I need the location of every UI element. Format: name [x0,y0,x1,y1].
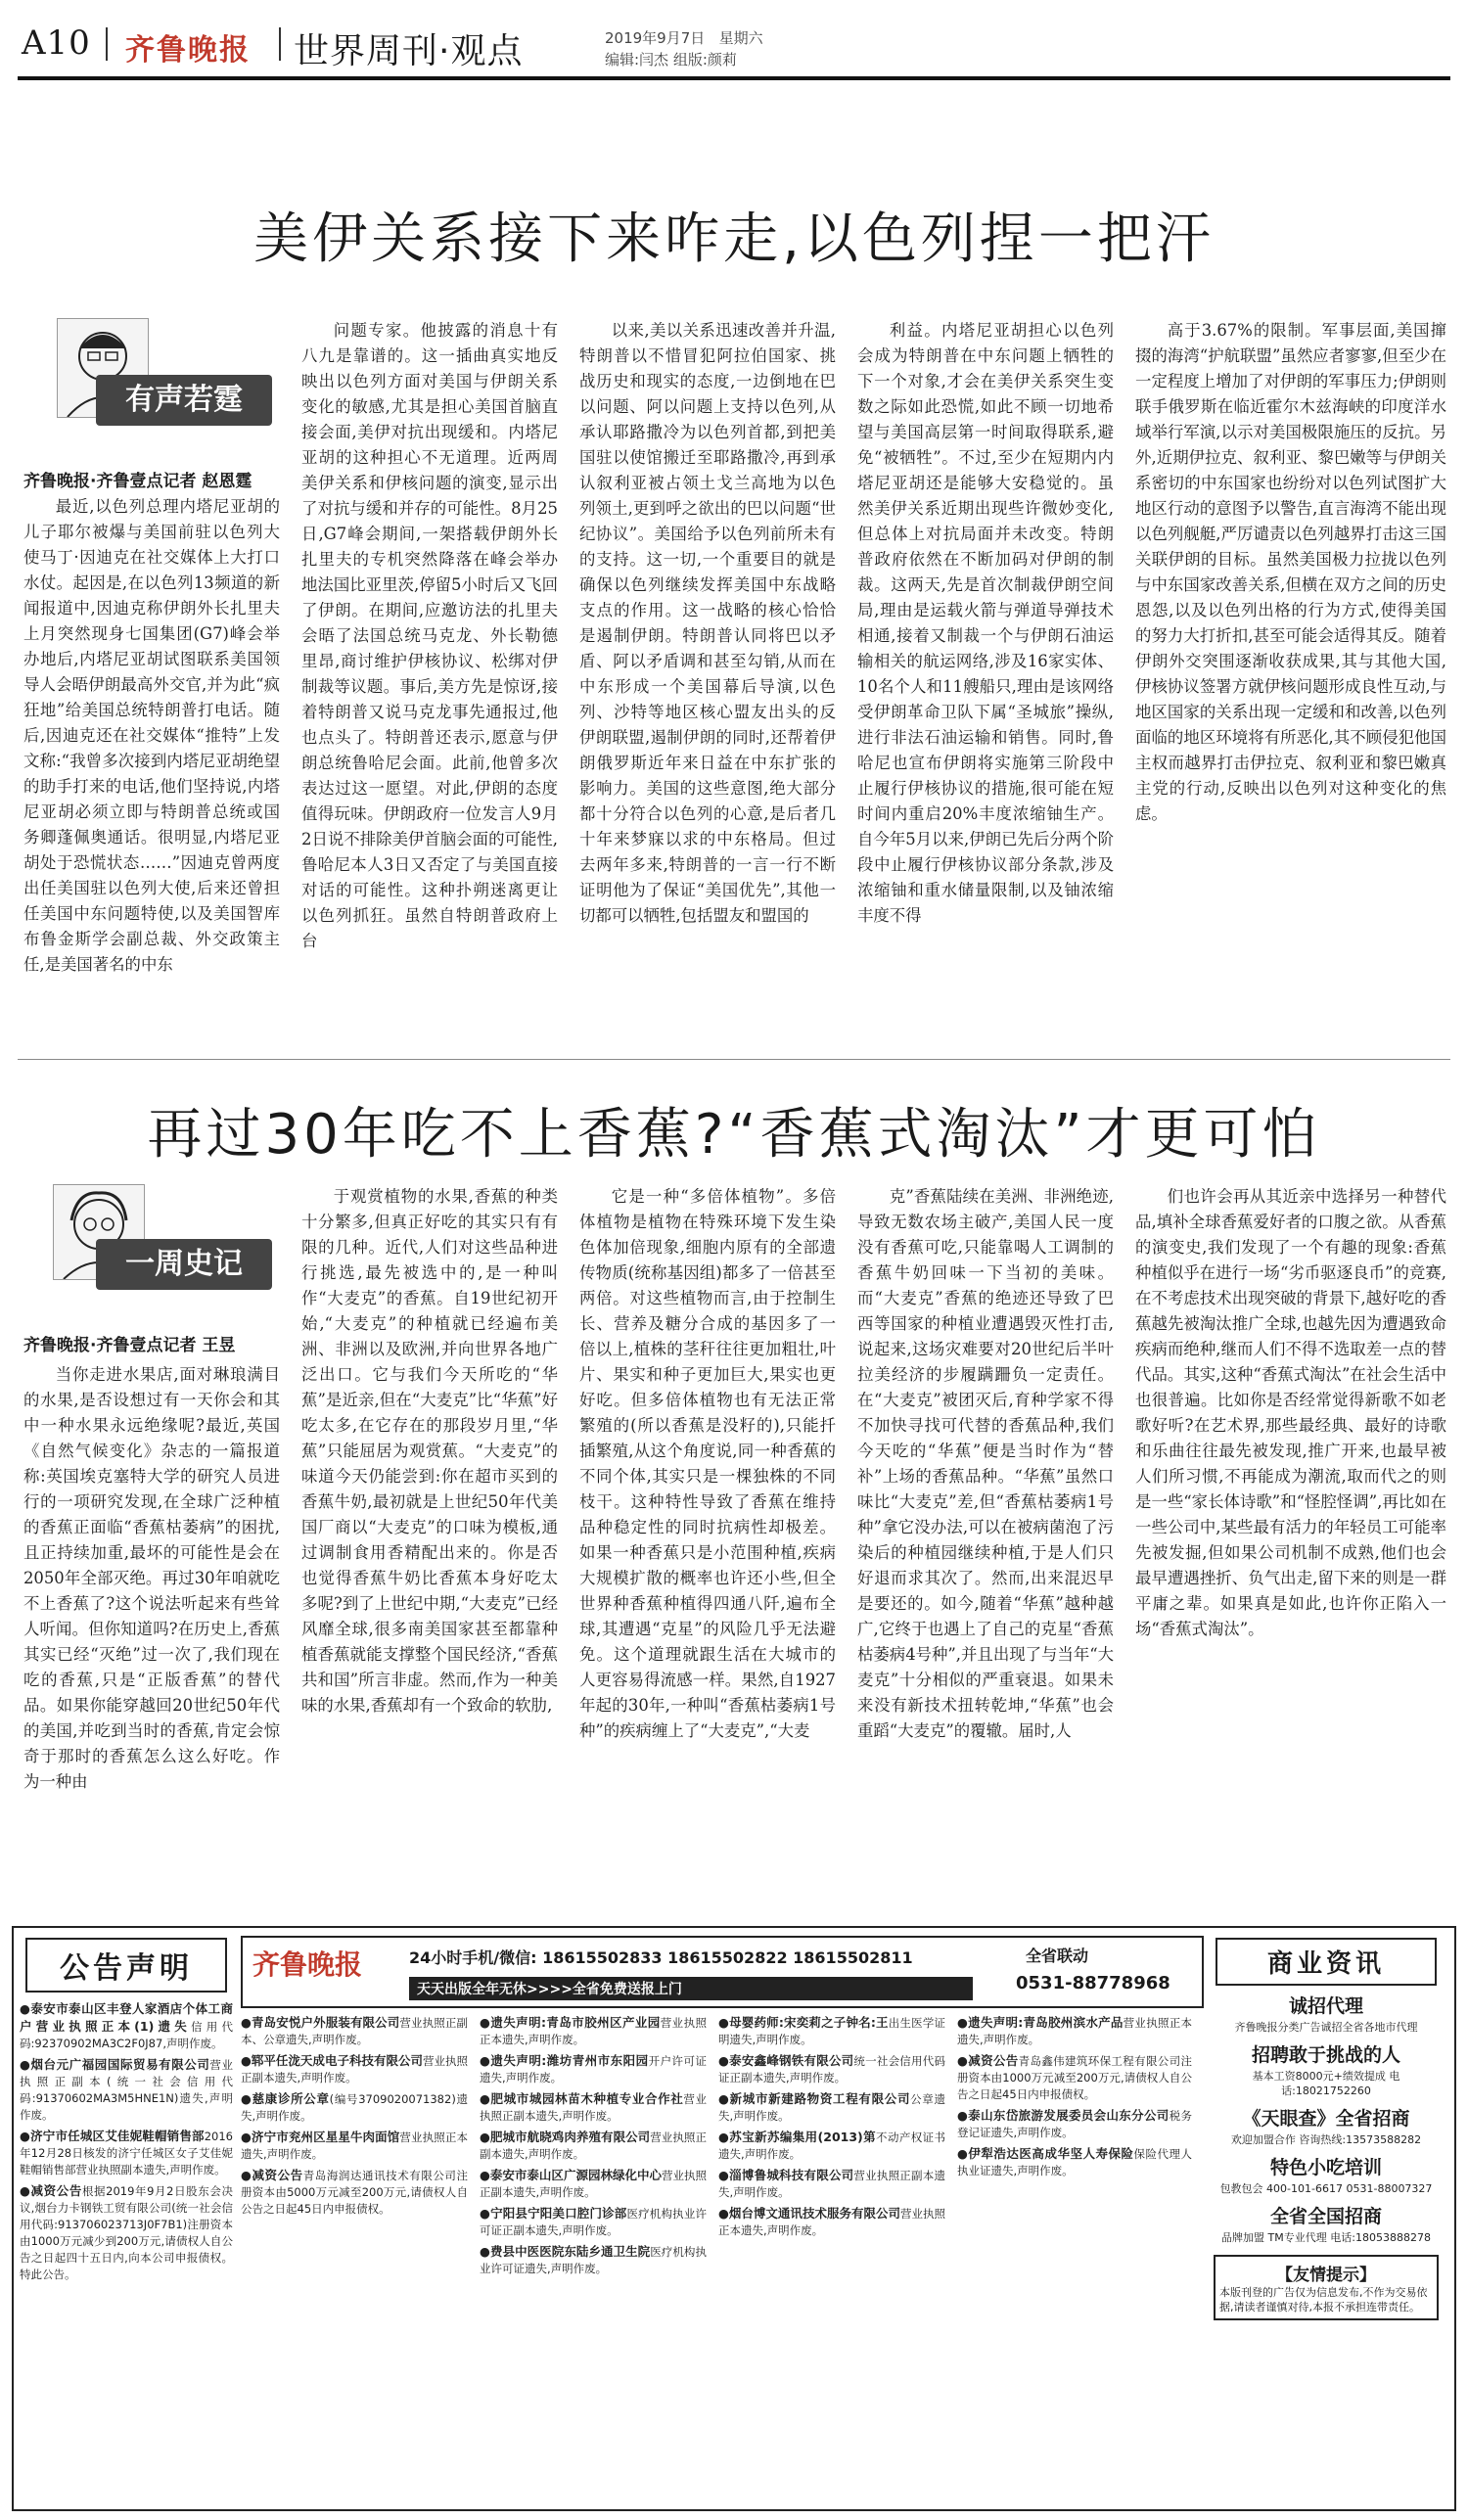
ad-item: ●遗失声明:青岛市胶州区产业园营业执照正本遗失,声明作废。 [480,2015,707,2046]
ad-item: ●泰山东岱旅游发展委员会山东分公司税务登记证遗失,声明作废。 [957,2108,1192,2139]
ad-item: ●减资公告青岛海润达通讯技术有限公司注册资本由5000万元减至200万元,请债权人自公告之日起45日内申报债权。 [241,2168,468,2216]
article2-column-5 [1135,1184,1446,1850]
issue-weekday: 星期六 [718,29,763,47]
business-block [1208,2153,1445,2196]
business-block-title: 招聘敢于挑战的人 [1251,2044,1400,2066]
article2-column-3 [579,1184,836,1850]
ad-item: ●肥城市城园林苗木种植专业合作社营业执照正副本遗失,声明作废。 [480,2091,707,2123]
business-header: 商业资讯 [1216,1938,1437,1986]
banner-landline: 0531-88778968 [1016,1973,1170,1993]
business-block-title: 全省全国招商 [1269,2206,1382,2227]
article-divider [18,1059,1450,1060]
notice-header: 公告声明 [25,1938,227,1993]
article2-column-1 [23,1362,280,1850]
banner-slogan: 天天出版全年无休>>>>全省免费送报上门 [409,1977,973,2000]
article2-paragraph: 它是一种“多倍体植物”。多倍体植物是植物在特殊环境下发生染色体加倍现象,细胞内原有的全部遗传物质(统称基因组)都多了一倍甚至两倍。对这些植物而言,由于控制生长、营养及糖分合成的基因多了一倍以上,植株的茎秆往往更加粗壮,叶片、果实和种子更加巨大,果实也更好吃。但多倍体植物也有无法正常繁殖的(所以香蕉是没籽的),只能扦插繁殖,从这个角度说,同一种香蕉的不同个体,其实只是一棵独株的不同枝干。这种特性导致了香蕉在维持品种稳定性的同时抗病性却极差。如果一种香蕉只是小范围种植,疾病大规模扩散的概率也许还小些,但全世界种香蕉种植得四通八阡,遍布全球,其遭遇“克星”的风险几乎无法避免。这个道理就跟生活在大城市的人更容易得流感一样。果然,自1927年起的30年,一种叫“香蕉枯萎病1号种”的疾病缠上了“大麦克”,“大麦 [579,1187,836,1740]
notice-column [20,1934,233,2501]
notice-item: ●烟台元广福园国际贸易有限公司营业执照正副本(统一社会信用代码:91370602MA3M5HNE1N)遗失,声明作废。 [20,2057,233,2122]
article2-paragraph: 当你走进水果店,面对琳琅满目的水果,是否设想过有一天你会和其中一种水果永远绝缘呢?最近,英国《自然气候变化》杂志的一篇报道称:英国埃克塞特大学的研究人员进行的一项研究发现,在全球广泛种植的香蕉正面临“香蕉枯萎病”的困扰,且正持续加重,最坏的可能性是会在2050年全部灭绝。再过30年咱就吃不上香蕉了?这个说法听起来有些耸人听闻。但你知道吗?在历史上,香蕉其实已经“灭绝”过一次了,我们现在吃的香蕉,只是“正版香蕉”的替代品。如果你能穿越回20世纪50年代的美国,并吃到当时的香蕉,肯定会惊奇于那时的香蕉怎么这么好吃。作为一种由 [23,1365,280,1791]
ads-column-5 [957,2014,1192,2499]
ad-item: ●苏宝新苏编集用(2013)第不动产权证书遗失,声明作废。 [718,2130,945,2161]
business-block-text: 基本工资8000元+绩效提成 电话:18021752260 [1252,2070,1400,2097]
article2-paragraph: 克”香蕉陆续在美洲、非洲绝迹,导致无数农场主破产,美国人民一度没有香蕉可吃,只能靠喝人工调制的香蕉牛奶回味一下当初的美味。而“大麦克”香蕉的绝迹还导致了巴西等国家的种植业遭遇毁灭性打击,说起来,这场灾难要对20世纪后半叶拉美经济的步履蹒跚负一定责任。在“大麦克”被团灭后,育种学家不得不加快寻找可代替的香蕉品种,我们今天吃的“华蕉”便是当时作为“替补”上场的香蕉品种。“华蕉”虽然口味比“大麦克”差,但“香蕉枯萎病1号种”拿它没办法,可以在被病菌泡了污染后的种植园继续种植,于是人们只好退而求其次了。然而,出来混迟早是要还的。如今,随着“华蕉”越种越广,它终于也遇上了自己的克星“香蕉枯萎病4号种”,并且出现了与当年“大麦克”十分相似的严重衰退。如果未来没有新技术扭转乾坤,“华蕉”也会重蹈“大麦克”的覆辙。届时,人 [857,1187,1114,1740]
ad-item: ●济宁市兖州区星星牛肉面馆营业执照正本遗失,声明作废。 [241,2130,468,2161]
friendly-tip-text: 本版刊登的广告仅为信息发布,不作为交易依据,请读者谨慎对待,本报不承担连带责任。 [1219,2286,1428,2314]
ad-item: ●母婴药师:宋奕莉之子钟名:王出生医学证明遗失,声明作废。 [718,2015,945,2046]
notice-item: ●泰安市泰山区丰登人家酒店个体工商户营业执照正本(1)遗失信用代码:92370902MA3C2F0J87,声明作废。 [20,2001,233,2050]
business-block-text: 包教包会 400-101-6617 0531-88007327 [1219,2182,1433,2195]
business-block [1208,2040,1445,2098]
business-block [1208,2104,1445,2147]
article2-column-2 [301,1184,558,1850]
column-logo: 有声若霆 [96,375,272,426]
business-block-text: 品牌加盟 TM专业代理 电话:18053888278 [1221,2231,1431,2244]
ad-item: ●减资公告青岛鑫伟建筑环保工程有限公司注册资本由1000万元减至200万元,请债权人自公告之日起45日内申报债权。 [957,2053,1192,2101]
ad-item: ●肥城市航晓鸡肉养殖有限公司营业执照正副本遗失,声明作废。 [480,2130,707,2161]
paper-logo: 齐鲁晚报 [125,33,251,68]
article1-column-logo-block [18,318,280,465]
masthead-divider [279,27,281,61]
ad-item: ●郓平任泷天成电子科技有限公司营业执照正副本遗失,声明作废。 [241,2053,468,2085]
notice-item: ●济宁市任城区艾佳妮鞋帽销售部2016年12月28日核发的济宁任城区女子艾佳妮鞋帽销售部营业执照副本遗失,声明作废。 [20,2129,233,2176]
article1-headline: 美伊关系接下来咋走,以色列捏一把汗 [253,207,1215,271]
article1-paragraph: 问题专家。他披露的消息十有八九是靠谱的。这一插曲真实地反映出以色列方面对美国与伊朗关系变化的敏感,尤其是担心美国首脑直接会面,美伊对抗出现缓和。内塔尼亚胡的这种担心不无道理。近两周美伊关系和伊核问题的演变,显示出了对抗与缓和并存的可能性。8月25日,G7峰会期间,一架搭载伊朗外长扎里夫的专机突然降落在峰会举办地法国比亚里茨,停留5小时后又飞回了伊朗。在期间,应邀访法的扎里夫会晤了法国总统马克龙、外长勒德里昂,商讨维护伊核协议、松绑对伊制裁等议题。事后,美方先是惊讶,接着特朗普又说马克龙事先通报过,他也点头了。特朗普还表示,愿意与伊朗总统鲁哈尼会面。此前,他曾多次表达过这一愿望。对此,伊朗的态度值得玩味。伊朗政府一位发言人9月2日说不排除美伊首脑会面的可能性,鲁哈尼本人3日又否定了与美国直接对话的可能性。这种扑朔迷离更让以色列抓狂。虽然自特朗普政府上台 [301,321,558,950]
masthead [0,0,1468,98]
article1-column-3 [579,318,836,1042]
article2-headline: 再过30年吃不上香蕉?“香蕉式淘汰”才更可怕 [147,1103,1321,1167]
ad-item: ●泰安鑫峰钢铁有限公司统一社会信用代码证正副本遗失,声明作废。 [718,2053,945,2085]
section-title: 世界周刊·观点 [294,31,524,71]
notice-list [20,2000,233,2283]
article2-column-logo-block [18,1184,280,1321]
ad-item: ●宁阳县宁阳美口腔门诊部医疗机构执业许可证正副本遗失,声明作废。 [480,2206,707,2237]
business-block [1208,2202,1445,2245]
article1-column-4 [857,318,1114,1042]
ad-item: ●青岛安悦户外服装有限公司营业执照正副本、公章遗失,声明作废。 [241,2015,468,2046]
paper-hotline-banner [241,1936,1204,2008]
business-column [1208,1934,1445,2501]
ad-item: ●泰安市泰山区广源园林绿化中心营业执照正副本遗失,声明作废。 [480,2168,707,2199]
ad-item: ●遗失声明:潍坊青州市东阳园开户许可证遗失,声明作废。 [480,2053,707,2085]
ad-item: ●新城市新建路物资工程有限公司公章遗失,声明作废。 [718,2091,945,2123]
ads-column-2 [241,2014,468,2499]
article2-byline: 齐鲁晚报·齐鲁壹点记者 王昱 [23,1336,236,1355]
ads-column-3 [480,2014,707,2499]
notice-item: ●减资公告根据2019年9月2日股东会决议,烟台力卡钢铁工贸有限公司(统一社会信用代码:913706023713J0F7B1)注册资本由1000万元减少到200万元,请债权人自公告之日起四十五日内,向本公司申报债权。特此公告。 [20,2183,233,2281]
business-block-title: 诚招代理 [1288,1995,1363,2017]
business-block [1208,1992,1445,2035]
ad-item: ●烟台博文通讯技术服务有限公司营业执照正本遗失,声明作废。 [718,2206,945,2237]
banner-hotline-label: 24小时手机/微信: [409,1948,537,1967]
article1-paragraph: 最近,以色列总理内塔尼亚胡的儿子耶尔被爆与美国前驻以色列大使马丁·因迪克在社交媒体上大打口水仗。起因是,在以色列13频道的新闻报道中,因迪克称伊朗外长扎里夫上月突然现身七国集团(G7)峰会举办地后,内塔尼亚胡试图联系美国领导人会晤伊朗最高外交官,并为此“疯狂地”给美国总统特朗普打电话。随后,因迪克还在社交媒体“推特”上发文称:“我曾多次接到内塔尼亚胡绝望的助手打来的电话,他们坚持说,内塔尼亚胡必须立即与特朗普总统或国务卿蓬佩奥通话。很明显,内塔尼亚胡处于恐慌状态……”因迪克曾两度出任美国驻以色列大使,后来还曾担任美国中东问题特使,以及美国智库布鲁金斯学会副总裁、外交政策主任,是美国著名的中东 [23,497,280,974]
article1-byline: 齐鲁晚报·齐鲁壹点记者 赵恩霆 [23,472,252,491]
friendly-tip-title: 【友情提示】 [1276,2266,1376,2285]
ad-item: ●慈康诊所公章(编号3709020071382)遗失,声明作废。 [241,2091,468,2123]
masthead-divider [106,27,108,61]
business-block-text: 欢迎加盟合作 咨询热线:13573588282 [1230,2133,1422,2146]
article1-column-1 [23,494,280,1042]
friendly-tip-box [1214,2255,1439,2320]
article1-paragraph: 高于3.67%的限制。军事层面,美国撺掇的海湾“护航联盟”虽然应者寥寥,但至少在一定程度上增加了对伊朗的军事压力;伊朗则联手俄罗斯在临近霍尔木兹海峡的印度洋水域举行军演,以示对美国极限施压的反抗。另外,近期伊拉克、叙利亚、黎巴嫩等与伊朗关系密切的中东国家也纷纷对以色列试图扩大地区行动的意图予以警告,直言海湾不能出现以色列舰艇,严厉谴责以色列越界打击这三国关联伊朗的目标。虽然美国极力拉拢以色列与中东国家改善关系,但横在双方之间的历史恩怨,以及以色列出格的行为方式,使得美国的努力大打折扣,甚至可能会适得其反。随着伊朗外交突围逐渐收获成果,其与其他大国,伊核协议签署方就伊核问题形成良性互动,与地区国家的关系出现一定缓和和改善,以色列面临的地区环境将有所恶化,其不顾侵犯他国主权而越界打击伊拉克、叙利亚和黎巴嫩真主党的行动,反映出以色列对这种变化的焦虑。 [1135,321,1446,823]
article1-column-5 [1135,318,1446,1042]
banner-paper-logo: 齐鲁晚报 [252,1948,363,1981]
business-block-title: 特色小吃培训 [1269,2157,1382,2178]
ad-item: ●费县中医医院东陆乡通卫生院医疗机构执业许可证遗失,声明作废。 [480,2244,707,2275]
banner-phones: 18615502833 18615502822 18615502811 [542,1948,913,1967]
ad-item: ●伊犁浩达医高成华坚人寿保险保险代理人执业证遗失,声明作废。 [957,2146,1192,2177]
editor-credits: 编辑:闫杰 组版:颜莉 [605,51,737,69]
article1-column-2 [301,318,558,1042]
column-logo: 一周史记 [96,1239,272,1290]
article2-column-4 [857,1184,1114,1850]
issue-date-line [605,27,763,48]
page-number: A10 [22,23,91,63]
ad-item: ●淄博鲁城科技有限公司营业执照正副本遗失,声明作废。 [718,2168,945,2199]
masthead-rule [18,76,1450,80]
article1-paragraph: 以来,美以关系迅速改善并升温,特朗普以不惜冒犯阿拉伯国家、挑战历史和现实的态度,一边倒地在巴以问题、阿以问题上支持以色列,从承认耶路撒冷为以色列首都,到把美国驻以使馆搬迁至耶路撒冷,再到承认叙利亚被占领土戈兰高地为以色列领土,更到呼之欲出的巴以问题“世纪协议”。美国给予以色列前所未有的支持。这一切,一个重要目的就是确保以色列继续发挥美国中东战略支点的作用。这一战略的核心恰恰是遏制伊朗。特朗普认同将巴以矛盾、阿以矛盾调和甚至勾销,从而在中东形成一个美国幕后导演,以色列、沙特等地区核心盟友出头的反伊朗联盟,遏制伊朗的同时,还帮着伊朗俄罗斯近年来日益在中东扩张的影响力。美国的这些意图,绝大部分都十分符合以色列的心意,是后者几十年来梦寐以求的中东格局。但过去两年多来,特朗普的一言一行不断证明他为了保证“美国优先”,其他一切都可以牺牲,包括盟友和盟国的 [579,321,836,925]
article2-paragraph: 于观赏植物的水果,香蕉的种类十分繁多,但真正好吃的其实只有有限的几种。近代,人们对这些品种进行挑选,最先被选中的,是一种叫作“大麦克”的香蕉。自19世纪初开始,“大麦克”的种植就已经遍布美洲、非洲以及欧洲,并向世界各地广泛出口。它与我们今天所吃的“华蕉”是近亲,但在“大麦克”比“华蕉”好吃太多,在它存在的那段岁月里,“华蕉”只能屈居为观赏蕉。“大麦克”的味道今天仍能尝到:你在超市买到的香蕉牛奶,最初就是上世纪50年代美国厂商以“大麦克”的口味为模板,通过调制食用香精配出来的。你是否也觉得香蕉牛奶比香蕉本身好吃太多呢?到了上世纪中期,“大麦克”已经风靡全球,很多南美国家甚至都靠种植香蕉就能支撑整个国民经济,“香蕉共和国”所言非虚。然而,作为一种美味的水果,香蕉却有一个致命的软肋, [301,1187,558,1715]
banner-region: 全省联动 [1026,1947,1089,1965]
business-block-text: 齐鲁晚报分类广告诚招全省各地市代理 [1234,2021,1418,2034]
business-block-title: 《天眼查》全省招商 [1242,2108,1410,2130]
article2-paragraph: 们也许会再从其近亲中选择另一种替代品,填补全球香蕉爱好者的口腹之欲。从香蕉的演变史,我们发现了一个有趣的现象:香蕉种植似乎在进行一场“劣币驱逐良币”的竞赛,在不考虑技术出现突破的背景下,越好吃的香蕉越先被淘汰推广全球,也越先因为遭遇致命疾病而绝种,继而人们不得不选取差一点的替代品。其实,这种“香蕉式淘汰”在社会生活中也很普遍。比如你是否经常觉得新歌不如老歌好听?在艺术界,那些最经典、最好的诗歌和乐曲往往最先被发现,推广开来,也最早被人们所习惯,不再能成为潮流,取而代之的则是一些“家长体诗歌”和“怪腔怪调”,再比如在一些公司中,某些最有活力的年轻员工可能率先被发掘,但如果公司机制不成熟,他们也会最早遭遇挫折、负气出走,留下来的则是一群平庸之辈。如果真是如此,也许你正陷入一场“香蕉式淘汰”。 [1135,1187,1446,1638]
ad-item: ●遗失声明:青岛胶州滨水产品营业执照正本遗失,声明作废。 [957,2015,1192,2046]
banner-hotline [409,1946,913,1968]
issue-date: 2019年9月7日 [605,29,706,47]
ads-column-4 [718,2014,945,2499]
article1-paragraph: 利益。内塔尼亚胡担心以色列会成为特朗普在中东问题上牺牲的下一个对象,才会在美伊关系突生变数之际如此恐慌,如此不顾一切地希望与美国高层第一时间取得联系,避免“被牺牲”。不过,至少在短期内内塔尼亚胡还是能够大安稳觉的。虽然美伊关系近期出现些许微妙变化,但总体上对抗局面并未改变。特朗普政府依然在不断加码对伊朗的制裁。这两天,先是首次制裁伊朗空间局,理由是运载火箭与弹道导弹技术相通,接着又制裁一个与伊朗石油运输相关的航运网络,涉及16家实体、10名个人和11艘船只,理由是该网络受伊朗革命卫队下属“圣城旅”操纵,进行非法石油运输和销售。同时,鲁哈尼也宣布伊朗将实施第三阶段中止履行伊核协议的措施,很可能在短时间内重启20%丰度浓缩铀生产。自今年5月以来,伊朗已先后分两个阶段中止履行伊核协议部分条款,涉及浓缩铀和重水储量限制,以及铀浓缩丰度不得 [857,321,1114,925]
